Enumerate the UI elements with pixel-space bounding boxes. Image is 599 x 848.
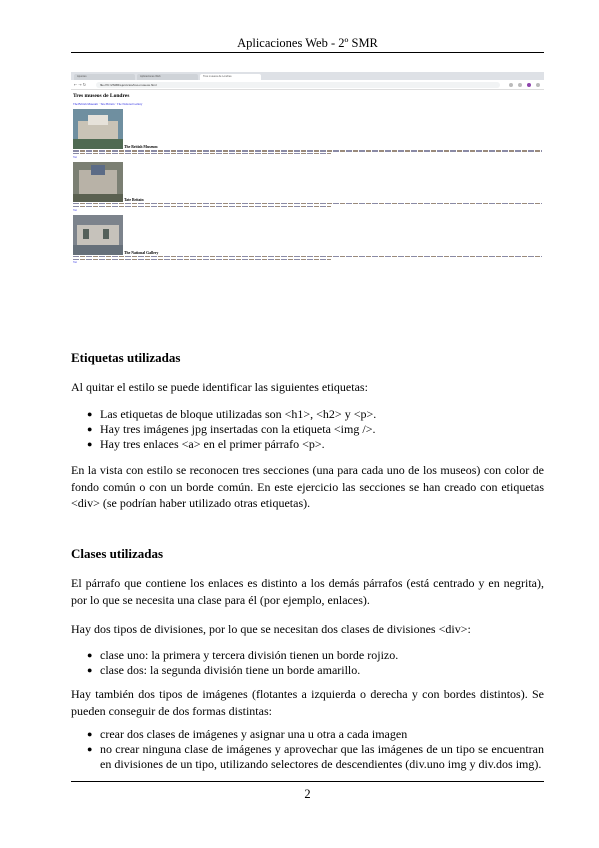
section-title-clases: Clases utilizadas bbox=[71, 546, 164, 561]
screenshot-link: Ver bbox=[73, 261, 77, 265]
bullet-icon: ● bbox=[87, 439, 93, 449]
screenshot-heading: Tres museos de Londres bbox=[73, 93, 130, 99]
star-icon bbox=[509, 83, 513, 87]
museum-photo bbox=[73, 162, 123, 202]
screenshot-link: Ver bbox=[73, 208, 77, 212]
screenshot-section bbox=[73, 162, 542, 212]
screenshot-section-heading: The British Museum bbox=[124, 145, 158, 149]
bullet-list-imagenes bbox=[71, 727, 544, 772]
screenshot-page-content bbox=[71, 90, 544, 264]
screenshot-section-heading: The National Gallery bbox=[124, 250, 159, 255]
list-item-text: no crear ninguna clase de imágenes y aprovechar que las imágenes de un tipo se encuentran en divisiones de un tipo, utilizando selectores de descendientes (div.uno img y div.dos img). bbox=[100, 742, 544, 771]
screenshot-link: Ver bbox=[73, 155, 77, 159]
list-item-text: Hay tres enlaces <a> en el primer párrafo <p>. bbox=[100, 437, 325, 451]
bullet-icon: ● bbox=[87, 665, 93, 675]
museum-photo bbox=[73, 109, 123, 149]
url-field: file:///C:/2SMR/ejercicios/tres-museos.html bbox=[96, 82, 500, 88]
browser-screenshot bbox=[71, 72, 544, 312]
header-rule bbox=[71, 52, 544, 53]
paragraph: Al quitar el estilo se puede identificar las siguientes etiquetas: bbox=[71, 380, 368, 394]
bullet-icon: ● bbox=[87, 424, 93, 434]
list-item-text: Hay tres imágenes jpg insertadas con la etiqueta <img />. bbox=[100, 422, 376, 436]
bullet-list-divisiones bbox=[71, 648, 544, 678]
bullet-icon: ● bbox=[87, 744, 93, 754]
museum-photo bbox=[73, 215, 123, 255]
screenshot-section-heading: Tate Britain bbox=[124, 197, 144, 202]
list-item bbox=[71, 663, 544, 678]
list-item-text: crear dos clases de imágenes y asignar una u otra a cada imagen bbox=[100, 727, 408, 741]
screenshot-links: The British Museum · Tate Britain · The National Gallery bbox=[73, 102, 143, 106]
page-header: Aplicaciones Web - 2º SMR bbox=[237, 36, 378, 50]
browser-tab: Aplicaciones Web bbox=[137, 74, 198, 80]
paragraph: Hay también dos tipos de imágenes (flotantes a izquierda o derecha y con bordes distintos). Se pueden conseguir de dos formas distintas: bbox=[71, 687, 544, 718]
list-item bbox=[71, 648, 544, 663]
list-item bbox=[71, 407, 544, 422]
text-line bbox=[73, 150, 542, 151]
list-item bbox=[71, 422, 544, 437]
extension-icon bbox=[518, 83, 522, 87]
bullet-icon: ● bbox=[87, 729, 93, 739]
text-line bbox=[73, 203, 542, 204]
profile-icon bbox=[527, 83, 531, 87]
list-item-text: clase uno: la primera y tercera división tienen un borde rojizo. bbox=[100, 648, 399, 662]
bullet-icon: ● bbox=[87, 650, 93, 660]
page-number: 2 bbox=[304, 787, 311, 801]
browser-tab: Apuntes bbox=[74, 74, 135, 80]
paragraph: Hay dos tipos de divisiones, por lo que se necesitan dos clases de divisiones <div>: bbox=[71, 622, 471, 636]
bullet-list-etiquetas bbox=[71, 407, 544, 452]
footer-rule bbox=[71, 781, 544, 782]
menu-icon bbox=[536, 83, 540, 87]
text-line bbox=[73, 259, 331, 260]
browser-address-bar bbox=[71, 80, 544, 90]
nav-arrows-icon: ←→↻ bbox=[74, 82, 88, 87]
browser-tab-active: Tres museos de Londres bbox=[200, 74, 261, 80]
browser-toolbar-icons bbox=[500, 83, 544, 87]
screenshot-section bbox=[73, 109, 542, 159]
text-line bbox=[73, 206, 331, 207]
paragraph: El párrafo que contiene los enlaces es distinto a los demás párrafos (está centrado y en negrita), por lo que se necesita una clase para él (por ejemplo, enlaces). bbox=[71, 576, 544, 607]
list-item-text: Las etiquetas de bloque utilizadas son <h1>, <h2> y <p>. bbox=[100, 407, 377, 421]
section-title-etiquetas: Etiquetas utilizadas bbox=[71, 350, 181, 365]
list-item-text: clase dos: la segunda división tiene un borde amarillo. bbox=[100, 663, 361, 677]
text-line bbox=[73, 256, 542, 257]
browser-tab-bar bbox=[71, 72, 544, 80]
list-item bbox=[71, 742, 544, 772]
list-item bbox=[71, 437, 544, 452]
paragraph: En la vista con estilo se reconocen tres secciones (una para cada uno de los museos) con color de fondo común o con un borde común. En este ejercicio las secciones se han creado con etiquetas <div> (se podrían haber utilizado otras etiquetas). bbox=[71, 463, 544, 510]
text-line bbox=[73, 153, 331, 154]
screenshot-section bbox=[73, 215, 542, 265]
list-item bbox=[71, 727, 544, 742]
bullet-icon: ● bbox=[87, 409, 93, 419]
